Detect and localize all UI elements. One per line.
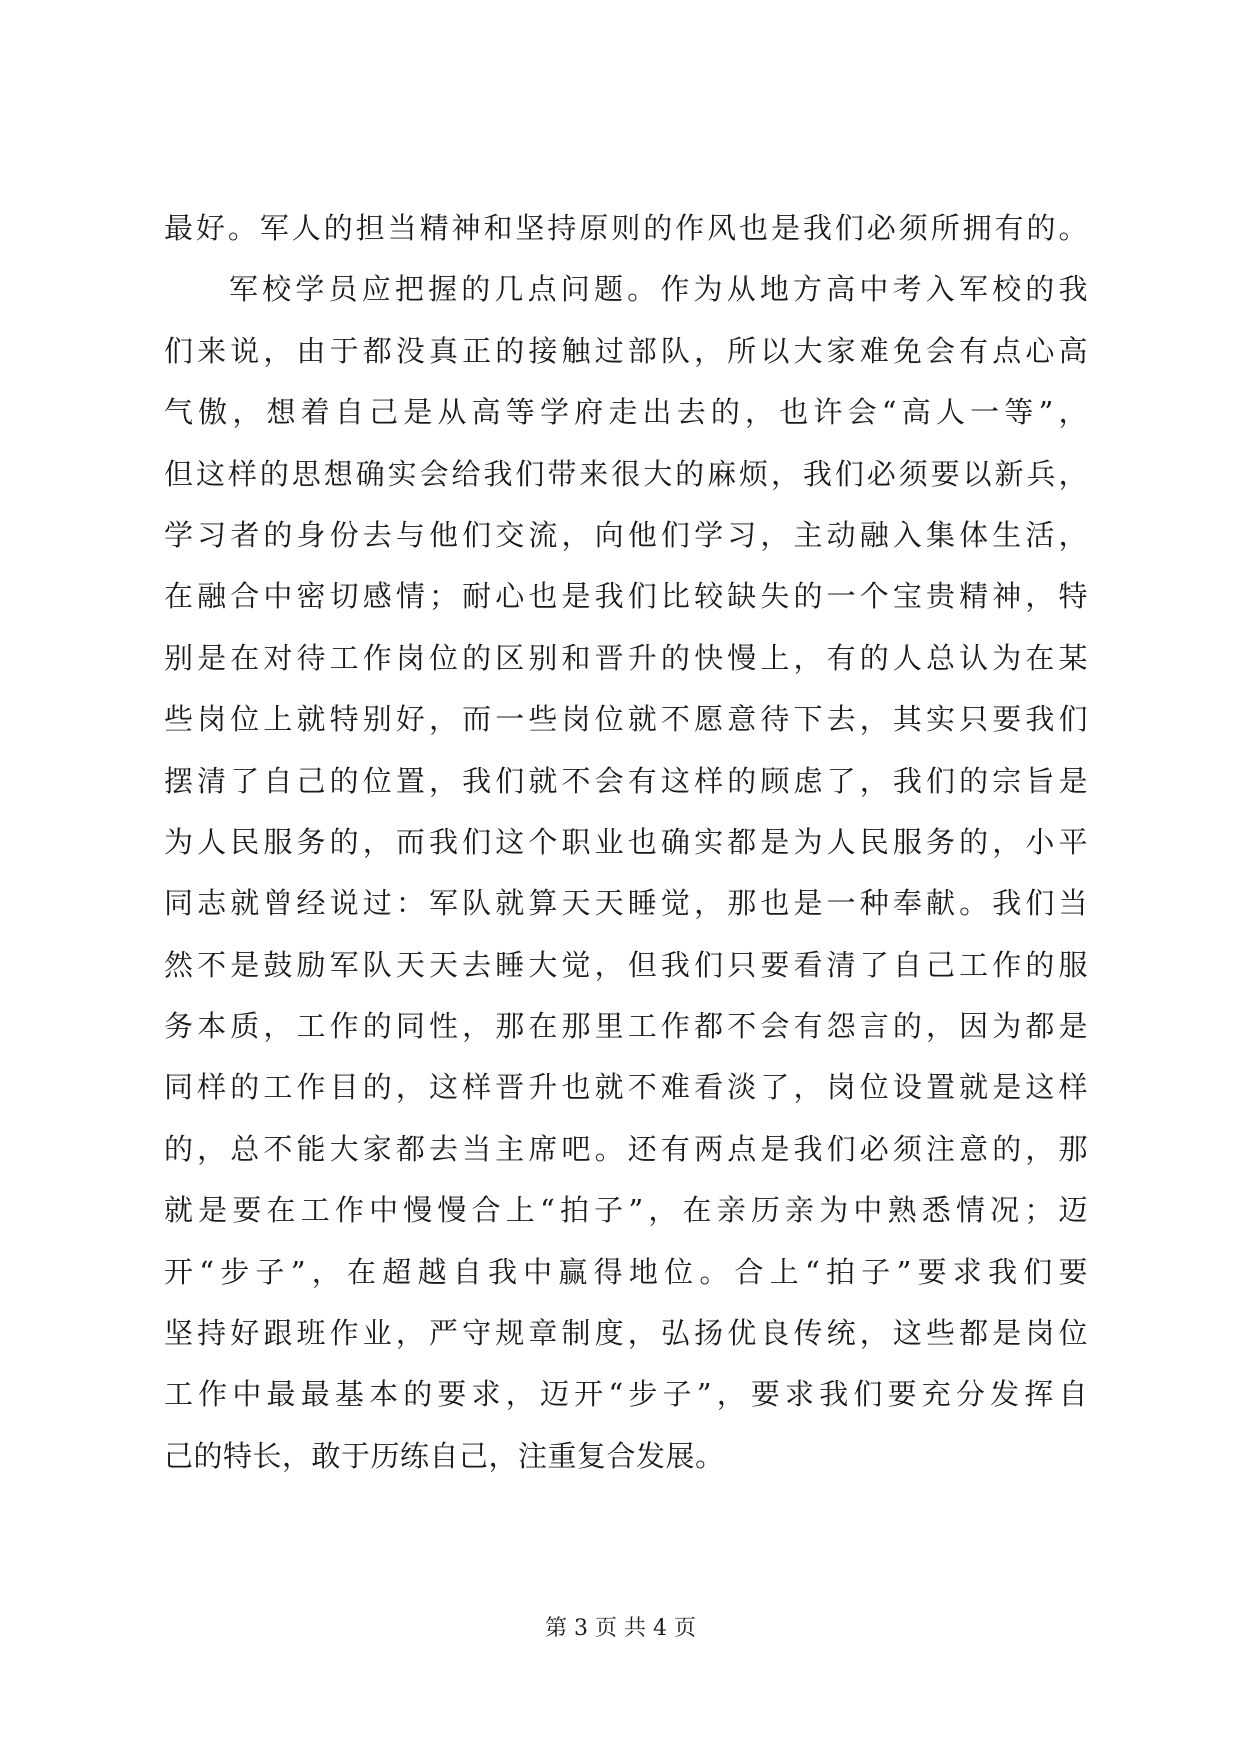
text-line: 工作中最最基本的要求，迈开“步子”，要求我们要充分发挥自 (164, 1377, 1088, 1412)
text-line: 务本质，工作的同性，那在那里工作都不会有怨言的，因为都是 (164, 1009, 1088, 1044)
text-line: 最好。军人的担当精神和坚持原则的作风也是我们必须所拥有的。 (164, 211, 1088, 245)
text-line: 在融合中密切感情；耐心也是我们比较缺失的一个宝贵精神，特 (164, 579, 1088, 614)
text-line: 气傲，想着自己是从高等学府走出去的，也许会“高人一等”， (164, 395, 1088, 430)
text-line: 摆清了自己的位置，我们就不会有这样的顾虑了，我们的宗旨是 (164, 763, 1088, 798)
text-line: 己的特长，敢于历练自己，注重复合发展。 (164, 1438, 725, 1473)
text-line: 就是要在工作中慢慢合上“拍子”，在亲历亲为中熟悉情况；迈 (164, 1193, 1088, 1228)
text-line: 军校学员应把握的几点问题。作为从地方高中考入军校的我 (229, 272, 1088, 307)
text-line: 些岗位上就特别好，而一些岗位就不愿意待下去，其实只要我们 (164, 702, 1088, 737)
text-line: 学习者的身份去与他们交流，向他们学习，主动融入集体生活， (164, 517, 1088, 552)
text-line: 同志就曾经说过：军队就算天天睡觉，那也是一种奉献。我们当 (164, 886, 1088, 921)
text-line: 然不是鼓励军队天天去睡大觉，但我们只要看清了自己工作的服 (164, 947, 1088, 982)
text-line: 同样的工作目的，这样晋升也就不难看淡了，岗位设置就是这样 (164, 1070, 1088, 1105)
text-line: 开“步子”，在超越自我中赢得地位。合上“拍子”要求我们要 (164, 1254, 1088, 1289)
text-line: 但这样的思想确实会给我们带来很大的麻烦，我们必须要以新兵， (164, 456, 1088, 491)
text-line: 为人民服务的，而我们这个职业也确实都是为人民服务的，小平 (164, 824, 1088, 859)
text-line: 的，总不能大家都去当主席吧。还有两点是我们必须注意的，那 (164, 1131, 1088, 1166)
page-number-footer: 第 3 页 共 4 页 (545, 1616, 696, 1641)
text-line: 别是在对待工作岗位的区别和晋升的快慢上，有的人总认为在某 (164, 640, 1088, 675)
text-line: 们来说，由于都没真正的接触过部队，所以大家难免会有点心高 (164, 333, 1088, 368)
body-text (164, 198, 1088, 1487)
text-line: 坚持好跟班作业，严守规章制度，弘扬优良传统，这些都是岗位 (164, 1316, 1088, 1351)
